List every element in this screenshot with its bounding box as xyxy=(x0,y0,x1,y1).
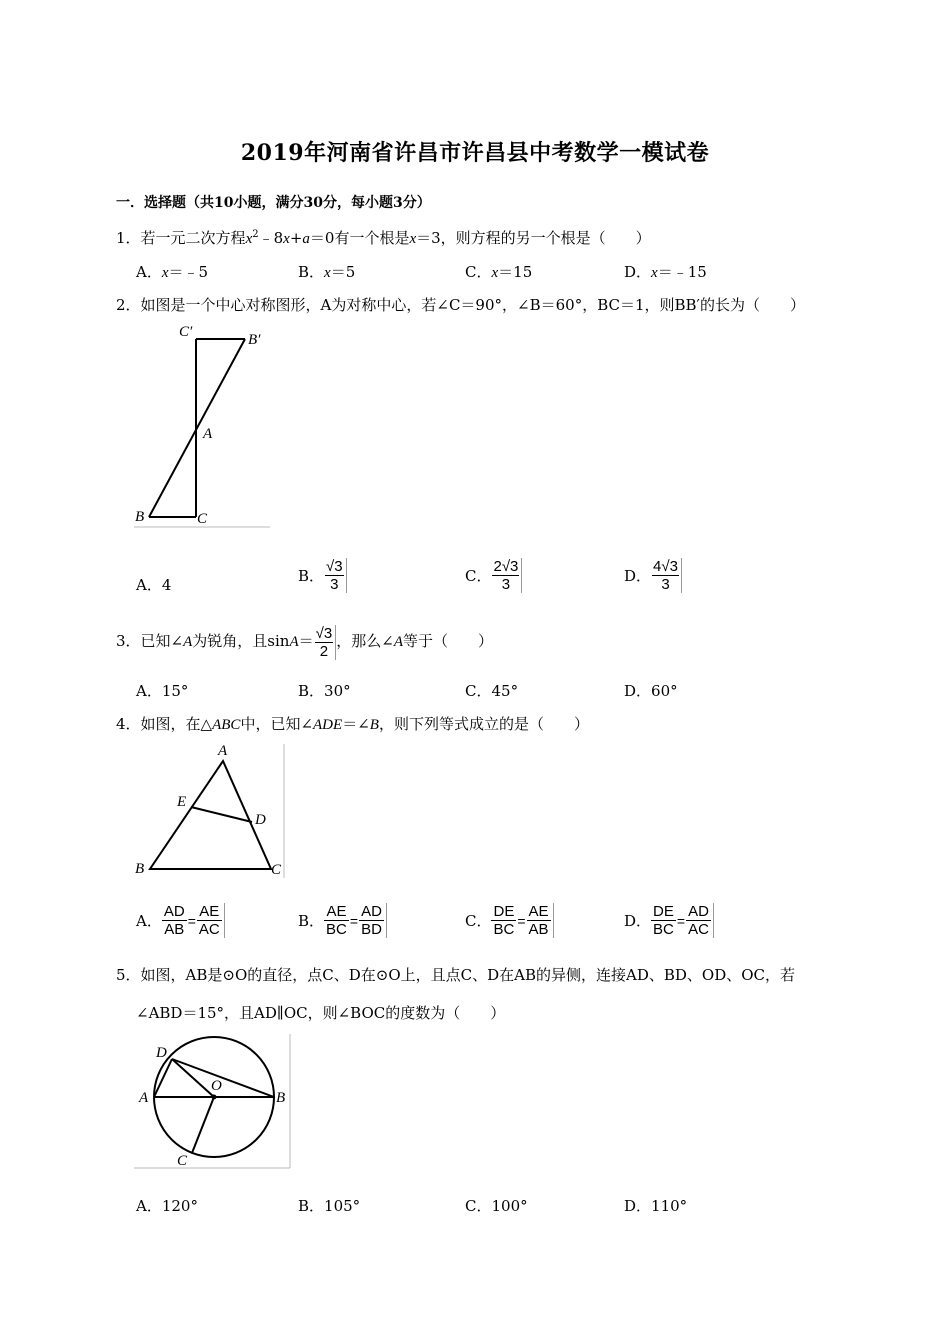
point-label-c: C xyxy=(197,511,208,527)
segment-bd xyxy=(172,1059,274,1097)
option-value: 45° xyxy=(491,682,519,700)
equals-sign: = xyxy=(517,912,526,929)
fraction xyxy=(527,903,551,938)
fraction xyxy=(162,903,187,938)
denominator: BC xyxy=(493,921,515,938)
denominator: 3 xyxy=(661,576,670,593)
option-value: 60° xyxy=(651,682,678,700)
section-heading: 一．选择题（共10小题，满分30分，每小题3分） xyxy=(116,195,431,211)
point-label-c: C xyxy=(177,1153,188,1169)
point-label-d: D xyxy=(156,1045,167,1061)
numerator: √3 xyxy=(326,558,343,575)
q3-option-b[interactable] xyxy=(298,680,351,701)
denominator: BD xyxy=(361,921,382,938)
q2-figure xyxy=(134,320,272,530)
fraction xyxy=(324,558,347,593)
denominator: AB xyxy=(164,921,185,938)
variable: A xyxy=(289,634,299,650)
q4-option-a[interactable] xyxy=(136,903,225,938)
option-label: B． xyxy=(298,263,325,281)
variable: x xyxy=(245,231,253,247)
fraction xyxy=(651,903,676,938)
point-label-a: A xyxy=(203,426,213,442)
fraction xyxy=(197,903,222,938)
numerator: √3 xyxy=(315,624,333,642)
point-label-b-prime: B′ xyxy=(248,332,261,348)
q5-figure xyxy=(134,1032,296,1172)
numerator: AD xyxy=(688,903,709,920)
option-value: ＝﹣15 xyxy=(657,263,707,281)
q4-option-c[interactable] xyxy=(465,903,554,938)
q5-option-c[interactable] xyxy=(465,1195,528,1216)
option-label: D． xyxy=(624,263,652,281)
numerator: AE xyxy=(197,903,222,921)
option-label: C． xyxy=(465,912,492,930)
denominator: 2 xyxy=(319,642,329,660)
segment-od xyxy=(172,1059,214,1097)
option-label: B． xyxy=(298,567,325,585)
option-label: D． xyxy=(624,1197,652,1215)
fraction xyxy=(314,625,337,660)
q1-option-b[interactable] xyxy=(298,261,355,282)
numerator: DE xyxy=(493,903,515,920)
equals-sign: = xyxy=(187,912,196,929)
variable: x xyxy=(491,265,499,281)
point-label-a: A xyxy=(218,743,228,759)
equals-sign: = xyxy=(349,912,359,929)
denominator: AC xyxy=(688,921,709,938)
question-text: ＝3，则方程的另一个根是（ ） xyxy=(416,229,651,247)
question-4 xyxy=(116,714,589,735)
variable: x xyxy=(651,265,658,281)
option-value: 4 xyxy=(161,576,172,594)
question-text: + xyxy=(289,229,303,247)
question-5-line-2: ∠ABD＝15°，且AD∥OC，则∠BOC的度数为（ ） xyxy=(136,1004,506,1022)
variable: A xyxy=(393,634,403,650)
fraction xyxy=(324,903,349,938)
q3-option-d[interactable] xyxy=(624,680,678,701)
equals-sign: = xyxy=(676,912,686,929)
denominator: 3 xyxy=(501,576,511,593)
option-label: B． xyxy=(298,682,325,700)
q1-option-a[interactable] xyxy=(136,261,208,282)
denominator: BC xyxy=(653,921,674,938)
option-label: B． xyxy=(298,1197,325,1215)
variable: ADE xyxy=(313,717,343,733)
center-point xyxy=(212,1095,217,1100)
numerator: 4√3 xyxy=(653,558,678,575)
fraction-equation xyxy=(651,903,714,938)
fraction xyxy=(359,903,384,938)
question-text: 如图，AB是⊙O的直径，点C、D在⊙O上，且点C、D在AB的异侧，连接AD、BD、OD、OC，若 xyxy=(140,966,796,984)
question-number: 2． xyxy=(116,296,141,314)
option-label: D． xyxy=(624,682,652,700)
question-text: ﹣8 xyxy=(258,229,284,247)
point-label-b: B xyxy=(135,509,145,525)
option-label: A． xyxy=(136,1197,162,1215)
q5-option-a[interactable] xyxy=(136,1195,198,1216)
question-text: 等于（ ） xyxy=(402,632,493,650)
question-text: 若一元二次方程 xyxy=(140,229,246,247)
variable: B xyxy=(369,717,379,733)
question-3 xyxy=(116,620,493,663)
numerator: DE xyxy=(653,903,674,920)
denominator: 3 xyxy=(330,576,339,593)
q4-option-d[interactable] xyxy=(624,903,714,938)
question-number: 5． xyxy=(116,966,141,984)
option-value: 15° xyxy=(161,682,189,700)
point-label-e: E xyxy=(177,794,187,810)
option-value: ＝﹣5 xyxy=(168,263,209,281)
question-text: ，那么∠ xyxy=(336,632,394,650)
q2-option-c[interactable] xyxy=(465,558,522,593)
segment-oc xyxy=(192,1097,214,1153)
question-text: 中，已知∠ xyxy=(240,715,314,733)
q2-option-b[interactable] xyxy=(298,558,347,593)
segment-ed xyxy=(191,807,252,822)
numerator: AE xyxy=(528,903,549,920)
q5-option-b[interactable] xyxy=(298,1195,360,1216)
question-number: 4． xyxy=(116,715,141,733)
fraction xyxy=(491,903,516,938)
denominator: AB xyxy=(528,921,549,938)
point-label-b: B xyxy=(135,861,145,877)
point-label-a: A xyxy=(139,1090,149,1106)
option-label: C． xyxy=(465,263,492,281)
question-text: ＝0有一个根是 xyxy=(309,229,410,247)
option-label: A． xyxy=(136,682,162,700)
q1-option-d[interactable] xyxy=(624,261,707,282)
variable: x xyxy=(161,265,169,281)
option-value: ＝15 xyxy=(498,263,533,281)
numerator: AD xyxy=(163,903,185,920)
option-value: 30° xyxy=(324,682,351,700)
question-number: 1． xyxy=(116,229,141,247)
fraction-equation xyxy=(491,903,553,938)
point-label-d: D xyxy=(255,812,266,828)
numerator: 2√3 xyxy=(493,558,519,575)
option-value: 110° xyxy=(651,1197,688,1215)
option-value: ＝5 xyxy=(330,263,356,281)
page-title: 2019年河南省许昌市许昌县中考数学一模试卷 xyxy=(240,140,710,166)
denominator: AC xyxy=(198,921,220,938)
variable: x xyxy=(409,231,417,247)
q3-option-a[interactable] xyxy=(136,680,188,701)
option-label: B． xyxy=(298,912,325,930)
point-label-c: C xyxy=(271,862,282,878)
q4-option-b[interactable] xyxy=(298,903,387,938)
variable: ABC xyxy=(212,717,241,733)
question-text: ，则下列等式成立的是（ ） xyxy=(378,715,589,733)
q5-option-d[interactable] xyxy=(624,1195,687,1216)
fraction-equation xyxy=(162,903,225,938)
question-text: ＝ xyxy=(298,632,314,650)
option-label: C． xyxy=(465,682,492,700)
q3-option-c[interactable] xyxy=(465,680,518,701)
point-label-b: B xyxy=(276,1090,286,1106)
denominator: BC xyxy=(326,921,347,938)
variable: a xyxy=(302,231,310,247)
question-5-line-1 xyxy=(116,965,795,985)
variable: x xyxy=(324,265,331,281)
option-label: A． xyxy=(136,263,162,281)
variable: A xyxy=(183,634,193,650)
exponent: 2 xyxy=(252,229,259,240)
numerator: AE xyxy=(324,903,349,921)
triangle-abc xyxy=(150,761,271,869)
option-label: A． xyxy=(136,912,162,930)
question-text: 为锐角，且sin xyxy=(192,632,290,650)
option-label: C． xyxy=(465,567,492,585)
question-text: ＝∠ xyxy=(342,715,370,733)
option-label: D． xyxy=(624,912,652,930)
q4-figure xyxy=(134,740,288,880)
fraction xyxy=(686,903,711,938)
q2-option-a[interactable] xyxy=(136,574,171,595)
option-label: D． xyxy=(624,567,652,585)
point-label-c-prime: C′ xyxy=(179,324,193,340)
point-label-o: O xyxy=(211,1078,222,1094)
variable: x xyxy=(283,231,290,247)
question-text: 如图，在△ xyxy=(140,715,213,733)
question-2 xyxy=(116,295,805,315)
question-text: 如图是一个中心对称图形，A为对称中心，若∠C＝90°，∠B＝60°，BC＝1，则BB′的长为（ ） xyxy=(140,296,805,314)
fraction xyxy=(491,558,522,593)
fraction xyxy=(651,558,682,593)
option-value: 100° xyxy=(491,1197,528,1215)
question-number: 3． xyxy=(116,632,141,650)
numerator: AD xyxy=(361,903,382,920)
option-label: C． xyxy=(465,1197,492,1215)
option-value: 105° xyxy=(324,1197,361,1215)
q1-option-c[interactable] xyxy=(465,261,532,282)
question-1 xyxy=(116,225,651,249)
option-label: A． xyxy=(136,576,162,594)
question-text: 已知∠ xyxy=(140,632,184,650)
fraction-equation xyxy=(324,903,387,938)
q2-option-d[interactable] xyxy=(624,558,682,593)
option-value: 120° xyxy=(161,1197,198,1215)
